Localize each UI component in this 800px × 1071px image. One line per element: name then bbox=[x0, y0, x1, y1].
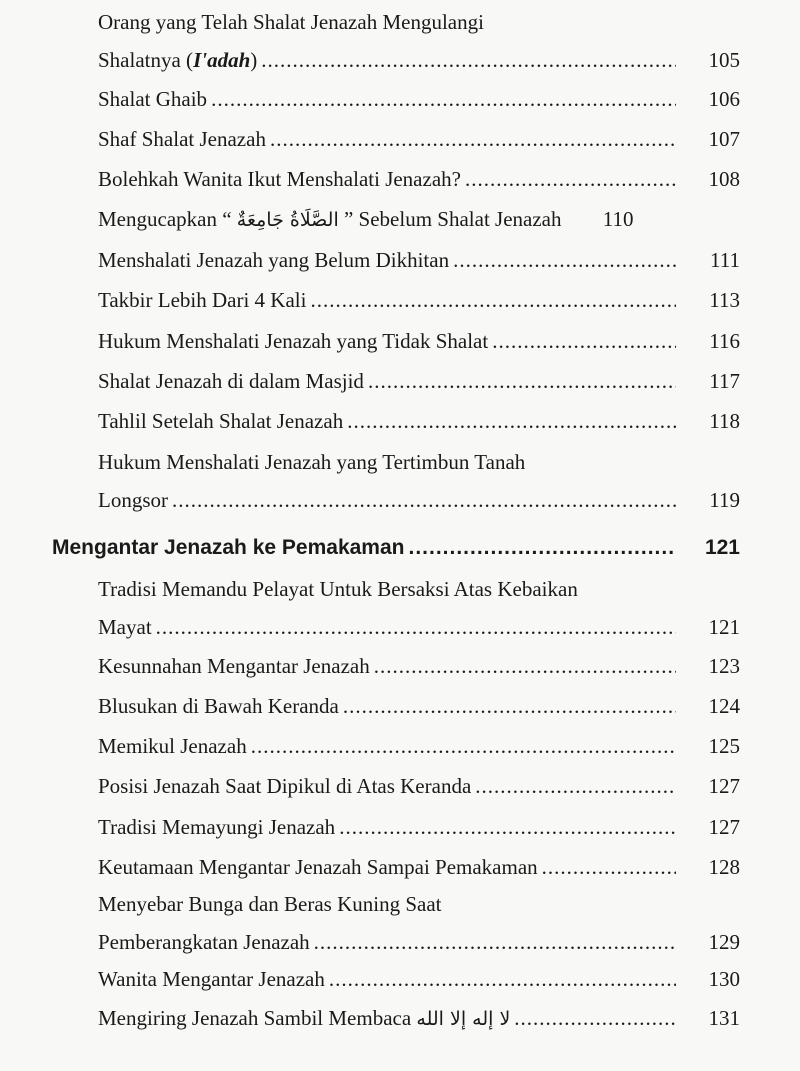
toc-entry-title-line1: Tradisi Memandu Pelayat Untuk Bersaksi Atas Kebaikan bbox=[98, 577, 578, 601]
leader-dots bbox=[465, 160, 676, 198]
leader-dots bbox=[374, 647, 676, 685]
toc-page-number: 110 bbox=[602, 207, 634, 231]
arabic-text: الصَّلَاةُ جَامِعَةٌ bbox=[236, 209, 339, 231]
toc-entry bbox=[98, 80, 740, 118]
toc-page-number: 124 bbox=[708, 694, 740, 718]
section-heading bbox=[52, 529, 740, 567]
toc-page-number: 130 bbox=[708, 967, 740, 991]
toc-entry-title: Tahlil Setelah Shalat Jenazah bbox=[98, 409, 344, 433]
toc-page-number: 128 bbox=[708, 855, 740, 879]
toc-entry bbox=[98, 443, 740, 519]
toc-entry-title: Kesunnahan Mengantar Jenazah bbox=[98, 654, 370, 678]
toc-page-number: 119 bbox=[709, 488, 740, 512]
leader-dots bbox=[514, 999, 676, 1037]
toc-entry bbox=[98, 3, 740, 79]
toc-entry-title: Longsor bbox=[98, 488, 168, 512]
toc-page-number: 107 bbox=[708, 127, 740, 151]
toc-entry bbox=[98, 322, 740, 360]
toc-entry bbox=[98, 160, 740, 198]
toc-entry-title: Shalatnya (I'adah) bbox=[98, 48, 258, 72]
toc-page-number: 121 bbox=[708, 615, 740, 639]
toc-entry-title: Menshalati Jenazah yang Belum Dikhitan bbox=[98, 248, 450, 272]
toc-entry-title: Mengucapkan “ الصَّلَاةُ جَامِعَةٌ ” Sebelum Shalat Jenazah bbox=[98, 207, 562, 231]
section-page-number: 121 bbox=[704, 536, 740, 559]
toc-page-number: 125 bbox=[708, 734, 740, 758]
toc-entry-title-line1: Menyebar Bunga dan Beras Kuning Saat bbox=[98, 892, 442, 916]
toc-entry bbox=[98, 808, 740, 846]
leader-dots bbox=[329, 960, 676, 998]
toc-page-number: 116 bbox=[709, 329, 740, 353]
leader-dots bbox=[172, 481, 676, 519]
toc-entry-title: Wanita Mengantar Jenazah bbox=[98, 967, 325, 991]
toc-entry bbox=[98, 362, 740, 400]
toc-entry-title: Bolehkah Wanita Ikut Menshalati Jenazah? bbox=[98, 167, 461, 191]
toc-entry-title: Hukum Menshalati Jenazah yang Tidak Shalat bbox=[98, 329, 489, 353]
toc-entry bbox=[98, 570, 740, 646]
toc-entry-title: Pemberangkatan Jenazah bbox=[98, 930, 310, 954]
toc-page-number: 127 bbox=[708, 774, 740, 798]
toc-entry bbox=[98, 999, 740, 1038]
toc-entry bbox=[98, 200, 740, 239]
leader-dots bbox=[492, 322, 676, 360]
leader-dots bbox=[368, 362, 676, 400]
leader-dots bbox=[409, 529, 677, 567]
toc-entry-title-line1: Hukum Menshalati Jenazah yang Tertimbun Tanah bbox=[98, 450, 526, 474]
toc-page-number: 127 bbox=[708, 815, 740, 839]
toc-entry-title: Shaf Shalat Jenazah bbox=[98, 127, 266, 151]
toc-page-number: 123 bbox=[708, 654, 740, 678]
toc-page-number: 111 bbox=[710, 248, 740, 272]
toc-entry-title-line1: Orang yang Telah Shalat Jenazah Mengulangi bbox=[98, 10, 484, 34]
toc-page-number: 131 bbox=[708, 1006, 740, 1030]
toc-page-number: 108 bbox=[708, 167, 740, 191]
toc-entry-title: Keutamaan Mengantar Jenazah Sampai Pemakaman bbox=[98, 855, 538, 879]
toc-entry bbox=[98, 647, 740, 685]
toc-page-number: 117 bbox=[709, 369, 740, 393]
toc-page-number: 129 bbox=[708, 930, 740, 954]
toc-page-number: 105 bbox=[708, 48, 740, 72]
toc-page-number: 118 bbox=[709, 409, 740, 433]
leader-dots bbox=[453, 241, 676, 279]
toc-entry bbox=[98, 241, 740, 279]
toc-entry-title: Memikul Jenazah bbox=[98, 734, 247, 758]
section-title: Mengantar Jenazah ke Pemakaman bbox=[52, 536, 405, 559]
toc-entry bbox=[98, 402, 740, 440]
toc-entry-title: Takbir Lebih Dari 4 Kali bbox=[98, 288, 307, 312]
leader-dots bbox=[314, 923, 676, 961]
toc-entry-title: Shalat Ghaib bbox=[98, 87, 208, 111]
leader-dots bbox=[211, 80, 676, 118]
leader-dots bbox=[261, 41, 676, 79]
toc-entry bbox=[98, 960, 740, 998]
leader-dots bbox=[251, 727, 676, 765]
toc-entry bbox=[98, 727, 740, 765]
toc-entry-title: Posisi Jenazah Saat Dipikul di Atas Keranda bbox=[98, 774, 472, 798]
leader-dots bbox=[542, 848, 676, 886]
toc-entry bbox=[98, 687, 740, 725]
leader-dots bbox=[310, 281, 676, 319]
toc-entry-title: Mayat bbox=[98, 615, 152, 639]
arabic-text: لا إله إلا الله bbox=[416, 1008, 511, 1030]
toc-entry bbox=[98, 281, 740, 319]
leader-dots bbox=[475, 767, 676, 805]
leader-dots bbox=[347, 402, 676, 440]
toc-entry-title: Shalat Jenazah di dalam Masjid bbox=[98, 369, 364, 393]
toc-entry-title: Blusukan di Bawah Keranda bbox=[98, 694, 339, 718]
toc-entry bbox=[98, 885, 740, 961]
toc-entry-title: Tradisi Memayungi Jenazah bbox=[98, 815, 336, 839]
leader-dots bbox=[339, 808, 676, 846]
leader-dots bbox=[343, 687, 676, 725]
toc-entry bbox=[98, 767, 740, 805]
toc-entry bbox=[98, 120, 740, 158]
toc-entry bbox=[98, 848, 740, 886]
toc-page-number: 106 bbox=[708, 87, 740, 111]
toc-page-number: 113 bbox=[709, 288, 740, 312]
leader-dots bbox=[270, 120, 676, 158]
toc-entry-title: Mengiring Jenazah Sambil Membaca لا إله إلا الله bbox=[98, 1006, 511, 1030]
leader-dots bbox=[156, 608, 676, 646]
